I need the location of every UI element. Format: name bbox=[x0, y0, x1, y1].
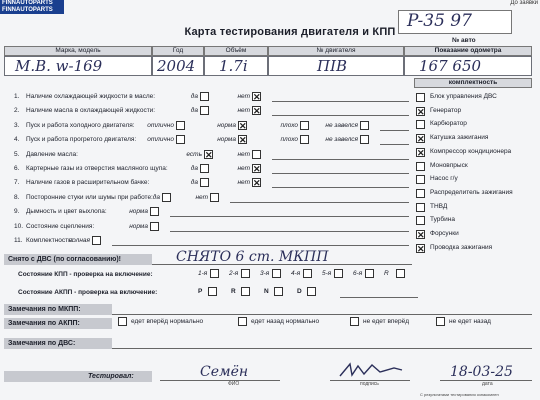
answer-line bbox=[380, 130, 409, 131]
item-number: 4. bbox=[14, 136, 20, 144]
item-number: 2. bbox=[14, 107, 20, 115]
plate-handwritten: P-35 97 bbox=[398, 10, 512, 34]
item-text: Дымность и цвет выхлопа: bbox=[26, 208, 107, 216]
item-text: Картерные газы из отверстия масляного щупа: bbox=[26, 165, 168, 172]
answer-line bbox=[272, 187, 409, 188]
answer-line bbox=[230, 202, 409, 203]
option-checkbox[interactable] bbox=[150, 222, 159, 231]
komplekt-label: Распределитель зажигания bbox=[430, 188, 513, 196]
komplekt-checkbox[interactable] bbox=[416, 120, 425, 129]
option-checkbox[interactable] bbox=[210, 193, 219, 202]
option-label: да bbox=[190, 93, 198, 100]
option-checkbox[interactable] bbox=[300, 121, 309, 130]
option-checkbox[interactable] bbox=[238, 121, 247, 130]
gear-checkbox[interactable] bbox=[241, 269, 250, 278]
komplekt-label: Блок управления ДВС bbox=[430, 93, 497, 100]
komplekt-label: Насос г/у bbox=[430, 175, 458, 183]
item-text: Комплектность: bbox=[26, 237, 74, 244]
col-odometer-header: Показание одометра bbox=[404, 46, 532, 56]
volume-value: 1.7i bbox=[204, 56, 268, 76]
option-label: норма bbox=[217, 121, 236, 129]
akpp-remark-label: едет вперёд нормально bbox=[131, 318, 204, 325]
fio-line bbox=[160, 380, 280, 381]
komplekt-checkbox[interactable] bbox=[416, 107, 425, 116]
option-label: норма bbox=[217, 136, 236, 144]
answer-line bbox=[380, 144, 409, 145]
removed-band: Снято с ДВС (по согласованию)! bbox=[4, 254, 152, 265]
col-engine-header: № двигателя bbox=[268, 46, 404, 56]
option-checkbox[interactable] bbox=[200, 92, 209, 101]
mode-label: D bbox=[297, 288, 302, 295]
komplekt-checkbox[interactable] bbox=[416, 216, 425, 225]
logo-line1: FINNAUTOPARTS bbox=[2, 0, 53, 6]
komplekt-label: Компрессор кондиционера bbox=[430, 147, 512, 155]
mode-label: R bbox=[231, 288, 236, 295]
option-label: нет bbox=[237, 150, 250, 158]
gear-label: 1-я bbox=[198, 270, 208, 277]
item-text: Наличие газов в расширительном бачке: bbox=[26, 179, 150, 187]
option-label: нет bbox=[237, 107, 250, 115]
answer-line bbox=[170, 216, 409, 217]
akpp-remark-checkbox[interactable] bbox=[436, 317, 445, 326]
option-label: норма bbox=[129, 222, 148, 230]
option-checkbox[interactable] bbox=[360, 135, 369, 144]
option-checkbox[interactable] bbox=[200, 106, 209, 115]
item-number: 8. bbox=[14, 193, 20, 201]
option-checkbox[interactable] bbox=[176, 121, 185, 130]
item-text: Наличие охлаждающей жидкости в масле: bbox=[26, 93, 156, 100]
option-checkbox[interactable] bbox=[252, 178, 261, 187]
item-number: 6. bbox=[14, 165, 20, 172]
komplekt-checkbox[interactable] bbox=[416, 148, 425, 157]
answer-line bbox=[170, 231, 409, 232]
option-checkbox[interactable] bbox=[200, 164, 209, 173]
item-number: 11. bbox=[14, 237, 23, 244]
engine-value: ПІВ bbox=[268, 56, 404, 76]
gear-label: 2-я bbox=[229, 270, 239, 277]
item-number: 10. bbox=[14, 222, 24, 230]
kpp-gears bbox=[198, 269, 418, 281]
option-label: отлично bbox=[147, 136, 174, 144]
komplekt-label: Генератор bbox=[430, 106, 462, 114]
item-number: 7. bbox=[14, 179, 20, 187]
item-text: Пуск и работа прогретого двигателя: bbox=[26, 136, 137, 144]
komplekt-checkbox[interactable] bbox=[416, 134, 425, 143]
col-volume-header: Объём bbox=[204, 46, 268, 56]
col-model-header: Марка, модель bbox=[4, 46, 152, 56]
page-title: Карта тестирования двигателя и КПП bbox=[184, 26, 396, 38]
mode-label: P bbox=[198, 288, 203, 295]
gear-label: 3-я bbox=[260, 270, 270, 277]
option-label: да bbox=[190, 107, 198, 115]
item-text: Посторонние стуки или шумы при работе: bbox=[26, 193, 153, 201]
komplektnost-list bbox=[416, 93, 536, 263]
remarks-dvs: Замечания по ДВС: bbox=[4, 338, 112, 349]
option-label: отлично bbox=[147, 121, 174, 129]
date-hand: 18-03-25 bbox=[450, 364, 513, 380]
komplekt-checkbox[interactable] bbox=[416, 93, 425, 102]
brand-logo bbox=[0, 0, 64, 14]
akpp-label: Состояние АКПП - проверка на включение: bbox=[18, 289, 158, 296]
akpp-line bbox=[340, 297, 418, 298]
model-value: M.B. w-169 bbox=[4, 56, 152, 76]
option-checkbox[interactable] bbox=[92, 236, 101, 245]
gear-checkbox[interactable] bbox=[210, 269, 219, 278]
option-checkbox[interactable] bbox=[252, 92, 261, 101]
gear-label: 4-я bbox=[291, 270, 301, 277]
option-label: нет bbox=[195, 193, 208, 201]
item-number: 3. bbox=[14, 121, 20, 129]
mode-checkbox[interactable] bbox=[208, 287, 217, 296]
remarks-mkpp: Замечания по МКПП: bbox=[4, 304, 112, 315]
col-year-header: Год bbox=[152, 46, 204, 56]
option-checkbox[interactable] bbox=[252, 164, 261, 173]
answer-line bbox=[272, 173, 409, 174]
option-label: полная bbox=[68, 237, 90, 244]
item-text: Пуск и работа холодного двигателя: bbox=[26, 121, 135, 129]
odometer-value: 167 650 bbox=[404, 56, 532, 76]
option-checkbox[interactable] bbox=[300, 135, 309, 144]
komplekt-checkbox[interactable] bbox=[416, 189, 425, 198]
komplekt-label: Турбина bbox=[430, 216, 455, 224]
remarks-mkpp-line bbox=[112, 314, 532, 315]
komplekt-label: Проводка зажигания bbox=[430, 243, 493, 251]
vehicle-table bbox=[4, 46, 532, 78]
removed-line bbox=[152, 264, 412, 265]
mode-checkbox[interactable] bbox=[241, 287, 250, 296]
logo-line2: FINNAUTOPARTS bbox=[2, 7, 53, 13]
komplekt-label: ТНВД bbox=[430, 202, 448, 210]
komplekt-label: Карбюратор bbox=[430, 120, 467, 128]
option-checkbox[interactable] bbox=[200, 178, 209, 187]
bottom-note: С результатами тестирования ознакомлен bbox=[420, 392, 499, 397]
komplekt-checkbox[interactable] bbox=[416, 162, 425, 171]
komplekt-checkbox[interactable] bbox=[416, 175, 425, 184]
mode-label: N bbox=[264, 288, 269, 295]
option-label: есть bbox=[186, 150, 202, 158]
akpp-remark-checkbox[interactable] bbox=[238, 317, 247, 326]
mode-checkbox[interactable] bbox=[274, 287, 283, 296]
gear-checkbox[interactable] bbox=[365, 269, 374, 278]
komplekt-checkbox[interactable] bbox=[416, 244, 425, 253]
komplekt-label: Моновпрыск bbox=[430, 161, 468, 169]
fio-caption: ФИО bbox=[228, 381, 240, 387]
tested-label: Тестировал: bbox=[4, 371, 152, 382]
option-label: не завелся bbox=[325, 121, 358, 129]
komplekt-label: Форсунки bbox=[430, 230, 459, 237]
remarks-akpp: Замечания по АКПП: bbox=[4, 318, 112, 329]
option-label: норма bbox=[129, 208, 148, 216]
remarks-dvs-line bbox=[112, 348, 532, 349]
sign-caption: подпись bbox=[360, 381, 379, 387]
komplekt-label: Катушка зажигания bbox=[430, 134, 489, 142]
option-checkbox[interactable] bbox=[150, 207, 159, 216]
removed-handwritten: СНЯТО 6 ст. МКПП bbox=[176, 249, 329, 265]
option-label: да bbox=[190, 179, 198, 187]
option-label: нет bbox=[237, 179, 250, 187]
item-number: 1. bbox=[14, 93, 20, 100]
akpp-remark-checkbox[interactable] bbox=[350, 317, 359, 326]
item-number: 5. bbox=[14, 150, 20, 158]
option-label: нет bbox=[237, 93, 250, 100]
item-text: Давление масла: bbox=[26, 150, 78, 158]
option-checkbox[interactable] bbox=[252, 150, 261, 159]
top-right-note: До заявки bbox=[510, 0, 538, 6]
option-checkbox[interactable] bbox=[252, 106, 261, 115]
option-checkbox[interactable] bbox=[238, 135, 247, 144]
answer-line bbox=[272, 101, 409, 102]
plate-label: № авто bbox=[452, 37, 476, 44]
gear-label: R bbox=[384, 270, 389, 277]
mode-checkbox[interactable] bbox=[307, 287, 316, 296]
akpp-remark-options bbox=[118, 317, 538, 329]
akpp-remark-label: едет назад нормально bbox=[251, 318, 320, 325]
item-text: Наличие масла в охлаждающей жидкости: bbox=[26, 107, 156, 115]
date-caption: дата bbox=[482, 381, 493, 387]
option-label: нет bbox=[237, 165, 250, 172]
option-label: да bbox=[152, 193, 160, 201]
option-label: плохо bbox=[280, 121, 298, 129]
item-text: Состояние сцепления: bbox=[26, 222, 95, 230]
tested-fio-hand: Семён bbox=[200, 364, 249, 380]
akpp-remark-label: не едет назад bbox=[449, 318, 491, 325]
kpp-label: Состояние КПП - проверка на включение: bbox=[18, 271, 153, 278]
gear-label: 6-я bbox=[353, 270, 363, 277]
engine-checklist bbox=[14, 93, 414, 253]
item-number: 9. bbox=[14, 208, 20, 216]
komplekt-checkbox[interactable] bbox=[416, 230, 425, 239]
answer-line bbox=[272, 115, 409, 116]
answer-line bbox=[272, 159, 409, 160]
gear-label: 5-я bbox=[322, 270, 332, 277]
answer-line bbox=[112, 245, 409, 246]
option-label: плохо bbox=[280, 136, 298, 144]
akpp-modes bbox=[198, 287, 418, 299]
komplektnost-header: комплектность bbox=[414, 78, 532, 88]
komplekt-checkbox[interactable] bbox=[416, 203, 425, 212]
gear-checkbox[interactable] bbox=[303, 269, 312, 278]
signature-image bbox=[336, 360, 406, 380]
gear-checkbox[interactable] bbox=[334, 269, 343, 278]
option-checkbox[interactable] bbox=[176, 135, 185, 144]
akpp-remark-checkbox[interactable] bbox=[118, 317, 127, 326]
option-checkbox[interactable] bbox=[360, 121, 369, 130]
year-value: 2004 bbox=[152, 56, 204, 76]
akpp-remark-label: не едет вперёд bbox=[363, 318, 410, 325]
gear-checkbox[interactable] bbox=[272, 269, 281, 278]
gear-checkbox[interactable] bbox=[396, 269, 405, 278]
option-label: не завелся bbox=[325, 136, 358, 144]
option-label: да bbox=[190, 165, 198, 172]
